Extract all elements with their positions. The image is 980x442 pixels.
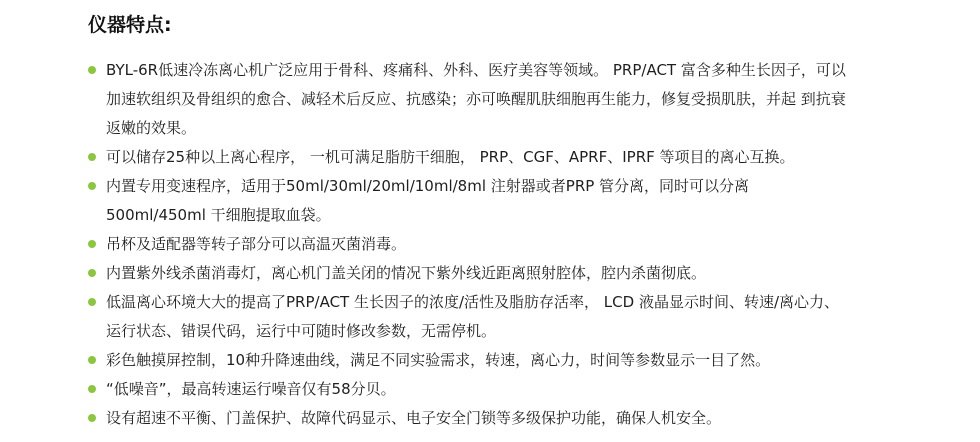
bullet-icon <box>88 153 96 161</box>
feature-list <box>88 56 848 433</box>
feature-text: 内置紫外线杀菌消毒灯，离心机门盖关闭的情况下紫外线近距离照射腔体，腔内杀菌彻底。 <box>106 264 707 282</box>
feature-text: BYL-6R低速冷冻离心机广泛应用于骨科、疼痛科、外科、医疗美容等领域。 PRP/ACT 富含多种生长因子，可以加速软组织及骨组织的愈合、减轻术后反应、抗感染；亦可唤醒肌肤细胞再生能力，修复受损肌肤，并起 到抗衰返嫩的效果。 <box>106 61 846 137</box>
feature-item <box>88 56 848 143</box>
bullet-icon <box>88 356 96 364</box>
feature-item <box>88 346 848 375</box>
section-title: 仪器特点: <box>88 14 172 36</box>
feature-text: 内置专用变速程序，适用于50ml/30ml/20ml/10ml/8ml 注射器或者PRP 管分离，同时可以分离500ml/450ml 干细胞提取血袋。 <box>106 177 750 224</box>
feature-item <box>88 404 848 433</box>
feature-text: 彩色触摸屏控制，10种升降速曲线，满足不同实验需求，转速，离心力，时间等参数显示一目了然。 <box>106 351 771 369</box>
feature-text: 吊杯及适配器等转子部分可以高温灭菌消毒。 <box>106 235 407 253</box>
bullet-icon <box>88 66 96 74</box>
bullet-icon <box>88 182 96 190</box>
feature-item <box>88 375 848 404</box>
feature-text: 低温离心环境大大的提高了PRP/ACT 生长因子的浓度/活性及脂肪存活率， LCD 液晶显示时间、转速/离心力、 运行状态、错误代码，运行中可随时修改参数，无需停机。 <box>106 293 839 340</box>
feature-text: “低噪音”，最高转速运行噪音仅有58分贝。 <box>106 380 396 398</box>
bullet-icon <box>88 298 96 306</box>
feature-item <box>88 230 848 259</box>
bullet-icon <box>88 240 96 248</box>
feature-item <box>88 143 848 172</box>
bullet-icon <box>88 385 96 393</box>
feature-item <box>88 288 848 346</box>
bullet-icon <box>88 414 96 422</box>
feature-item <box>88 259 848 288</box>
feature-item <box>88 172 848 230</box>
feature-text: 可以储存25种以上离心程序， 一机可满足脂肪干细胞， PRP、CGF、APRF、IPRF 等项目的离心互换。 <box>106 148 795 166</box>
bullet-icon <box>88 269 96 277</box>
feature-text: 设有超速不平衡、门盖保护、故障代码显示、电子安全门锁等多级保护功能，确保人机安全。 <box>106 409 722 427</box>
